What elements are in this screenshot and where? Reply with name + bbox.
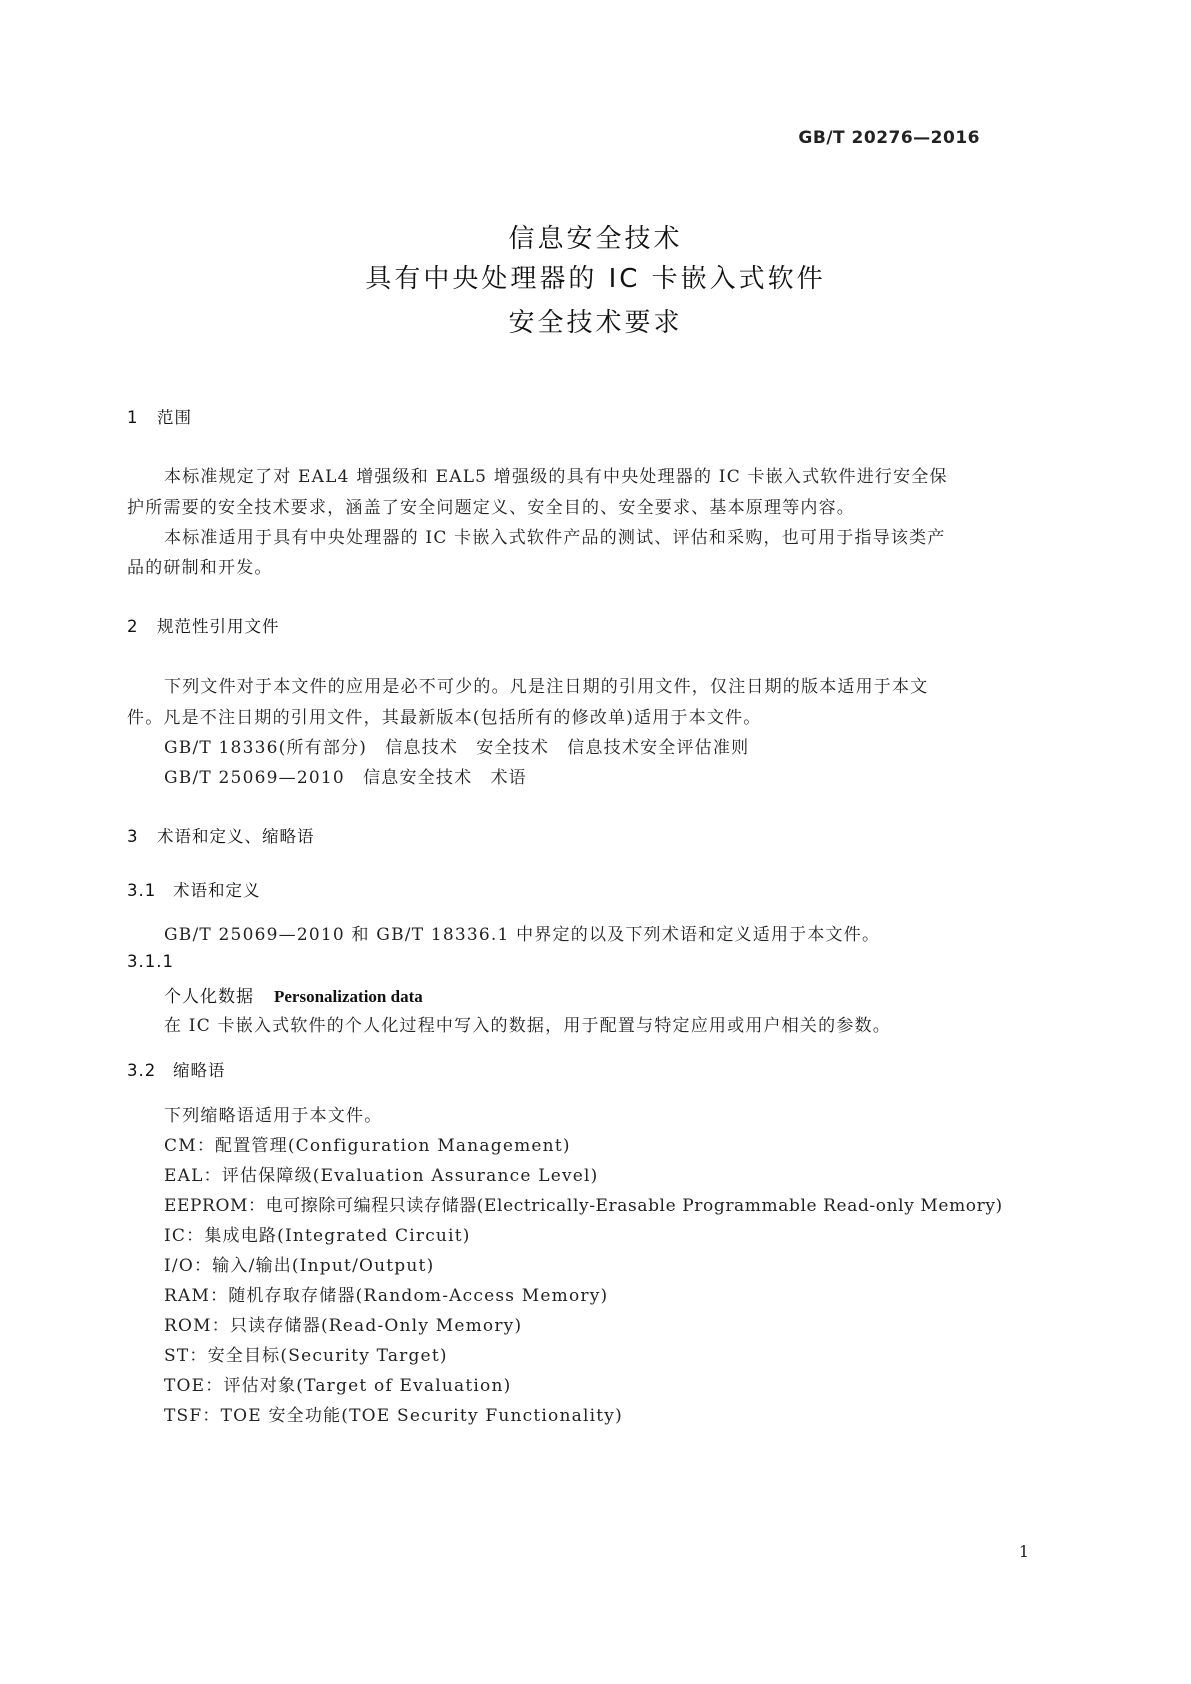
abbreviation-entry: CM：配置管理(Configuration Management) bbox=[164, 1136, 571, 1156]
paragraph-line: 下列文件对于本文件的应用是必不可少的。凡是注日期的引用文件，仅注日期的版本适用于本文 bbox=[164, 677, 929, 697]
subsection-3-1-heading bbox=[127, 877, 261, 901]
term-heading bbox=[164, 982, 423, 1007]
reference-entry: GB/T 18336(所有部分) 信息技术 安全技术 信息技术安全评估准则 bbox=[164, 738, 750, 758]
abbreviation-entry: EEPROM：电可擦除可编程只读存储器(Electrically-Erasable Programmable Read-only Memory) bbox=[164, 1196, 1003, 1216]
paragraph-line: 护所需要的安全技术要求，涵盖了安全问题定义、安全目的、安全要求、基本原理等内容。 bbox=[127, 498, 855, 518]
subsection-3-2-heading bbox=[127, 1057, 226, 1081]
section-number: 3.2 bbox=[127, 1061, 157, 1080]
section-2-heading bbox=[127, 613, 280, 637]
section-number: 1 bbox=[127, 408, 139, 427]
section-number: 2 bbox=[127, 617, 139, 636]
section-title: 规范性引用文件 bbox=[157, 617, 280, 636]
section-number: 3.1 bbox=[127, 881, 157, 900]
abbreviation-entry: I/O：输入/输出(Input/Output) bbox=[164, 1256, 435, 1276]
section-title: 缩略语 bbox=[173, 1061, 226, 1080]
section-3-heading bbox=[127, 823, 315, 847]
abbreviation-entry: EAL：评估保障级(Evaluation Assurance Level) bbox=[164, 1166, 599, 1186]
paragraph-line: 下列缩略语适用于本文件。 bbox=[164, 1106, 383, 1126]
standard-code: GB/T 20276—2016 bbox=[798, 128, 980, 148]
term-chinese: 个人化数据 bbox=[164, 987, 254, 1007]
term-definition: 在 IC 卡嵌入式软件的个人化过程中写入的数据，用于配置与特定应用或用户相关的参数。 bbox=[164, 1016, 891, 1036]
abbreviation-entry: ST：安全目标(Security Target) bbox=[164, 1346, 448, 1366]
abbreviation-entry: IC：集成电路(Integrated Circuit) bbox=[164, 1226, 471, 1246]
title-line-2: 具有中央处理器的 IC 卡嵌入式软件 bbox=[365, 264, 826, 294]
section-title: 术语和定义、缩略语 bbox=[157, 827, 315, 846]
section-number: 3 bbox=[127, 827, 139, 846]
abbreviation-entry: RAM：随机存取存储器(Random-Access Memory) bbox=[164, 1286, 609, 1306]
section-title: 范围 bbox=[157, 408, 192, 427]
paragraph-line: 件。凡是不注日期的引用文件，其最新版本(包括所有的修改单)适用于本文件。 bbox=[127, 708, 762, 728]
section-1-heading bbox=[127, 404, 192, 428]
section-title: 术语和定义 bbox=[173, 881, 261, 900]
abbreviation-entry: TSF：TOE 安全功能(TOE Security Functionality) bbox=[164, 1406, 623, 1426]
abbreviation-entry: ROM：只读存储器(Read-Only Memory) bbox=[164, 1316, 523, 1336]
paragraph-line: GB/T 25069—2010 和 GB/T 18336.1 中界定的以及下列术语和定义适用于本文件。 bbox=[164, 925, 881, 945]
title-line-3: 安全技术要求 bbox=[508, 308, 683, 338]
paragraph-line: 品的研制和开发。 bbox=[127, 558, 273, 578]
abbreviation-entry: TOE：评估对象(Target of Evaluation) bbox=[164, 1376, 512, 1396]
paragraph-line: 本标准适用于具有中央处理器的 IC 卡嵌入式软件产品的测试、评估和采购，也可用于指导该类产 bbox=[164, 528, 946, 548]
title-line-1: 信息安全技术 bbox=[508, 224, 683, 254]
page-number: 1 bbox=[1018, 1542, 1029, 1561]
reference-entry: GB/T 25069—2010 信息安全技术 术语 bbox=[164, 768, 527, 788]
paragraph-line: 本标准规定了对 EAL4 增强级和 EAL5 增强级的具有中央处理器的 IC 卡嵌入式软件进行安全保 bbox=[164, 467, 948, 487]
term-number: 3.1.1 bbox=[127, 952, 174, 971]
term-english: Personalization data bbox=[274, 987, 423, 1006]
